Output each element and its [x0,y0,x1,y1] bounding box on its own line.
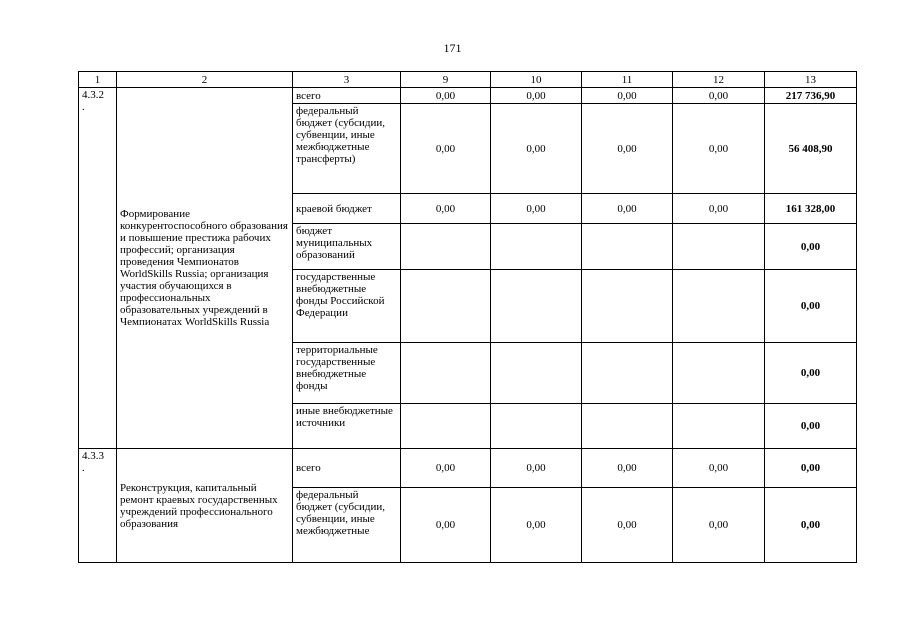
measure-name: Реконструкция, капитальный ремонт краевых государственных учреждений профессионального образования [117,449,293,563]
total-cell: 56 408,90 [765,104,857,194]
total-cell: 0,00 [765,343,857,404]
funding-source: краевой бюджет [293,194,401,224]
value-cell: 0,00 [401,194,491,224]
value-cell [401,224,491,270]
value-cell [401,343,491,404]
row-index: 4.3.2 . [79,88,117,449]
column-header: 12 [673,72,765,88]
value-cell [673,404,765,449]
value-cell [401,404,491,449]
value-cell: 0,00 [673,488,765,563]
funding-source: бюджет муниципальных образований [293,224,401,270]
value-cell: 0,00 [673,194,765,224]
value-cell [491,224,582,270]
value-cell: 0,00 [401,488,491,563]
column-header: 3 [293,72,401,88]
column-header: 1 [79,72,117,88]
column-header: 2 [117,72,293,88]
value-cell [582,404,673,449]
total-cell: 0,00 [765,449,857,488]
column-header: 13 [765,72,857,88]
value-cell: 0,00 [582,104,673,194]
table-row [79,88,857,104]
page-number: 171 [443,41,462,55]
total-cell: 217 736,90 [765,88,857,104]
budget-table [78,71,857,563]
value-cell: 0,00 [673,104,765,194]
value-cell: 0,00 [401,449,491,488]
value-cell: 0,00 [491,449,582,488]
funding-source: всего [293,449,401,488]
table-row [79,449,857,488]
value-cell [673,343,765,404]
value-cell [582,224,673,270]
value-cell: 0,00 [401,104,491,194]
value-cell: 0,00 [401,88,491,104]
row-index: 4.3.3 . [79,449,117,563]
value-cell [673,224,765,270]
column-header: 10 [491,72,582,88]
value-cell: 0,00 [491,194,582,224]
value-cell [491,270,582,343]
value-cell [491,404,582,449]
value-cell [582,343,673,404]
value-cell [582,270,673,343]
total-cell: 0,00 [765,488,857,563]
total-cell: 0,00 [765,224,857,270]
value-cell [491,343,582,404]
total-cell: 161 328,00 [765,194,857,224]
measure-name: Формирование конкурентоспособного образования и повышение престижа рабочих профессий; организация проведения Чемпионатов WorldSkills Russia; организация участия обучающихся в профессиональных образовательных учреждений в Чемпионатах WorldSkills Russia [117,88,293,449]
funding-source: территориальные государственные внебюджетные фонды [293,343,401,404]
total-cell: 0,00 [765,270,857,343]
funding-source: федеральный бюджет (субсидии, субвенции, иные межбюджетные [293,488,401,563]
header-row [79,72,857,88]
value-cell: 0,00 [582,488,673,563]
funding-source: федеральный бюджет (субсидии, субвенции, иные межбюджетные трансферты) [293,104,401,194]
value-cell: 0,00 [491,488,582,563]
total-cell: 0,00 [765,404,857,449]
column-header: 9 [401,72,491,88]
value-cell: 0,00 [491,88,582,104]
value-cell: 0,00 [491,104,582,194]
funding-source: государственные внебюджетные фонды Российской Федерации [293,270,401,343]
funding-source: всего [293,88,401,104]
value-cell: 0,00 [582,194,673,224]
value-cell [673,270,765,343]
column-header: 11 [582,72,673,88]
value-cell: 0,00 [673,449,765,488]
value-cell: 0,00 [673,88,765,104]
value-cell: 0,00 [582,88,673,104]
funding-source: иные внебюджетные источники [293,404,401,449]
value-cell [401,270,491,343]
value-cell: 0,00 [582,449,673,488]
